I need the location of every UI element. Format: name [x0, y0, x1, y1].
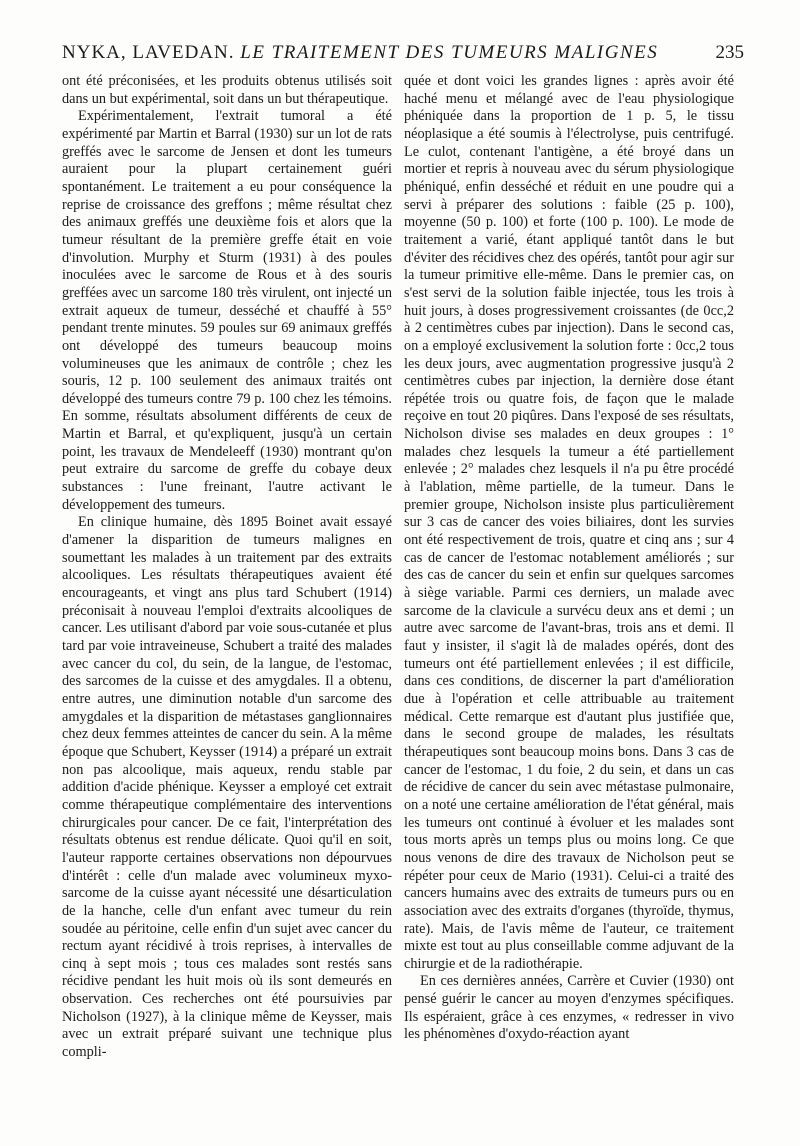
- header-article-title: LE TRAITEMENT DES TUMEURS MALIGNES: [240, 42, 659, 63]
- header-authors: NYKA, LAVEDAN.: [62, 42, 235, 63]
- left-column: [62, 73, 392, 1062]
- paragraph: ont été préconisées, et les produits obtenus utilisés soit dans un but expérimental, soit dans un but thérapeutique.: [62, 73, 392, 107]
- page-number: 235: [715, 42, 744, 63]
- right-column: [404, 73, 734, 1044]
- paragraph: En clinique humaine, dès 1895 Boinet avait essayé d'amener la disparition de tumeurs malignes en soumettant les malades à un traitement par des extraits alcooliques. Les résultats thérapeutiques avaient été encourageants, et vingt ans plus tard Schubert (1914) préconisait à nouveau l'emploi d'extraits alcooliques de cancer. Les utilisant d'abord par voie sous-cutanée et plus tard par voie intraveineuse, Schubert a traité des malades avec cancer du col, du sein, de la langue, de l'estomac, des sarcomes de la cuisse et des amygdales. Il a obtenu, entre autres, une diminution notable d'un sarcome des amygdales et la disparition de métastases ganglionnaires chez deux femmes atteintes de cancer du sein. A la même époque que Schubert, Keysser (1914) a préparé un extrait non pas alcoolique, mais aqueux, rendu stable par addition d'acide phénique. Keysser a employé cet extrait comme thérapeutique complémentaire des interventions chirurgicales pour cancer. De ce fait, l'interprétation des résultats obtenus est rendue délicate. Quoi qu'il en soit, l'auteur rapporte certaines observations non dépourvues d'intérêt : celle d'un malade avec volumineux myxo-sarcome de la cuisse ayant nécessité une désarticulation de la hanche, celle d'un enfant avec tumeur du rein soudée au péritoine, celle enfin d'un sujet avec cancer du rectum ayant récidivé à trois reprises, à intervalles de cinq à sept mois ; tous ces malades sont restés sans récidive pendant les huit mois où ils sont demeurés en observation. Ces recherches ont été poursuivies par Nicholson (1927), à la clinique même de Keysser, mais avec un extrait préparé suivant une technique plus compli-: [62, 514, 392, 1061]
- paragraph: Expérimentalement, l'extrait tumoral a été expérimenté par Martin et Barral (1930) sur un lot de rats greffés avec le sarcome de Jensen et dont les tumeurs auraient pour la plupart certainement guéri spontanément. Le traitement a eu pour conséquence la reprise de croissance des greffons ; même résultat chez des animaux greffés une deuxième fois et alors que la tumeur résultant de la première greffe était en voie d'involution. Murphy et Sturm (1931) à des poules inoculées avec le sarcome de Rous et à des souris greffées avec un sarcome 180 très virulent, ont injecté un extrait aqueux de tumeur, desséché et chauffé à 55° pendant trente minutes. 59 poules sur 69 animaux greffés ont développé des tumeurs beaucoup moins volumineuses que les animaux de contrôle ; chez les souris, 12 p. 100 seulement des animaux traités ont développé des tumeurs contre 79 p. 100 chez les témoins. En somme, résultats absolument différents de ceux de Martin et Barral, et qu'expliquent, jusqu'à un certain point, les travaux de Mendeleeff (1930) montrant qu'on peut extraire du sarcome de greffe du cobaye deux substances : l'une freinant, l'autre activant le développement des tumeurs.: [62, 108, 392, 513]
- running-title: [62, 42, 658, 64]
- running-header: [62, 42, 744, 72]
- paragraph: quée et dont voici les grandes lignes : après avoir été haché menu et mélangé avec de l'eau physiologique phéniquée dans la proportion de 1 p. 5, le tissu néoplasique a été soumis à l'électrolyse, puis centrifugé. Le culot, contenant l'antigène, a été broyé dans un mortier et repris à nouveau avec du sérum physiologique phéniqué, enfin desséché et réduit en une poudre qui a servi à préparer des solutions : faible (25 p. 100), moyenne (50 p. 100) et forte (100 p. 100). Le mode de traitement a varié, étant appliqué tantôt dans le but d'éviter des récidives chez des opérés, tantôt pour agir sur la tumeur primitive elle-même. Dans le premier cas, on s'est servi de la solution faible injectée, tous les trois à huit jours, à doses progressivement croissantes (de 0cc,2 à 2 centimètres cubes par injection). Dans le second cas, on a employé exclusivement la solution forte : 0cc,2 tous les deux jours, avec augmentation progressive jusqu'à 2 centimètres cubes par injection, la dernière dose étant répétée trois ou quatre fois, de façon que le malade reçoive en tout 20 piqûres. Dans l'exposé de ses résultats, Nicholson divise ses malades en deux groupes : 1° malades chez lesquels la tumeur a été partiellement enlevée ; 2° malades chez lesquels il n'a pu être procédé à l'ablation, même partielle, de la tumeur. Dans le premier groupe, Nicholson insiste plus particulièrement sur 3 cas de cancer des voies biliaires, dont les survies ont été respectivement de trois, quatre et cinq ans ; sur 4 cas de cancer de l'estomac notablement améliorés ; sur des cas de cancer du sein et enfin sur quelques sarcomes à siège variable. Parmi ces derniers, un malade avec sarcome de la clavicule a survécu deux ans et demi ; un autre avec sarcome de l'avant-bras, trois ans et demi. Il faut y insister, il s'agit là de malades opérés, dont des tumeurs ont été partiellement enlevées ; il est difficile, dans ces conditions, de discerner la part d'amélioration due à l'opération et celle attribuable au traitement médical. Cette remarque est d'autant plus justifiée que, dans le second groupe de malades, les résultats thérapeutiques sont beaucoup moins bons. Dans 3 cas de cancer de l'estomac, 1 du foie, 2 du sein, et dans un cas de récidive de cancer du sein avec métastase pulmonaire, on a noté une certaine amélioration de l'état général, mais les tumeurs ont continué à évoluer et les malades sont tous morts après un temps plus ou moins long. Ce que nous venons de dire des travaux de Nicholson peut se répéter pour ceux de Mario (1931). Celui-ci a traité des cancers humains avec des extraits de tumeurs purs ou en association avec des extraits d'organes (thyroïde, thymus, rate). Mais, de l'avis même de l'auteur, ce traitement mixte est tout au plus conseillable comme adjuvant de la chirurgie et de la radiothérapie.: [404, 73, 734, 972]
- paragraph: En ces dernières années, Carrère et Cuvier (1930) ont pensé guérir le cancer au moyen d'enzymes spécifiques. Ils espéraient, grâce à ces enzymes, « redresser in vivo les phénomènes d'oxydo-réaction ayant: [404, 973, 734, 1043]
